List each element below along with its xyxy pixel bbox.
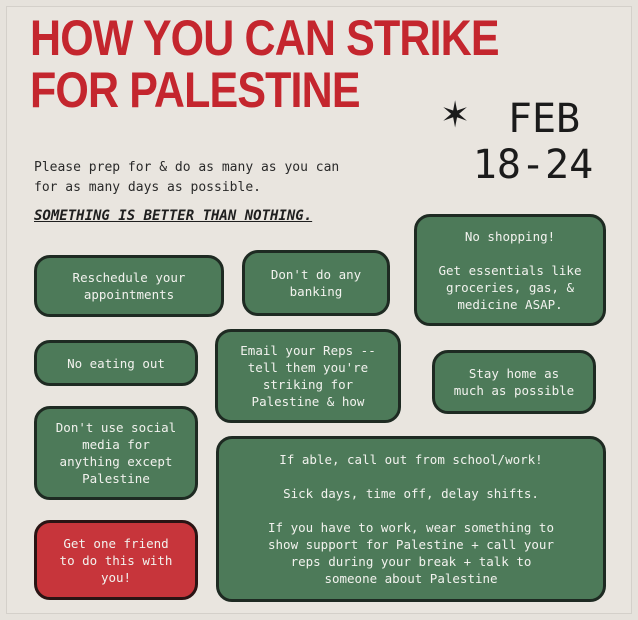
box-text: Don't do any	[270, 267, 362, 282]
box-text: Email your Reps --	[240, 343, 376, 358]
subtitle-line-2: for as many days as possible.	[34, 180, 261, 195]
box-text: Get essentials like	[438, 262, 582, 278]
box-no-eating-out	[34, 340, 198, 386]
box-text: appointments	[83, 287, 175, 302]
box-text: show support for Palestine + call your	[268, 537, 554, 552]
box-call-out	[216, 436, 606, 602]
subtitle-line-1: Please prep for & do as many as you can	[34, 160, 340, 175]
title-line-2: FOR PALESTINE	[30, 62, 360, 118]
box-text: tell them you're	[247, 360, 369, 375]
box-text: media for	[82, 437, 150, 452]
box-text: If able, call out from school/work!	[279, 452, 543, 467]
box-text: If you have to work, wear something to	[268, 520, 554, 535]
box-text: Stay home as	[468, 366, 560, 381]
title-line-1: HOW YOU CAN STRIKE	[30, 10, 499, 66]
box-text: Get one friend	[63, 535, 169, 551]
date-range: 18-24	[472, 142, 594, 188]
box-text: to do this with	[59, 552, 173, 568]
star-icon: ✶	[440, 95, 471, 136]
box-text: Sick days, time off, delay shifts.	[283, 486, 539, 501]
box-text: banking	[289, 284, 343, 299]
box-text: groceries, gas, &	[446, 279, 574, 295]
box-text: striking for	[262, 377, 354, 392]
box-stay-home	[432, 350, 596, 414]
box-reschedule	[34, 255, 224, 317]
box-social-media	[34, 406, 198, 500]
box-banking	[242, 250, 390, 316]
box-one-friend	[34, 520, 198, 600]
box-text: medicine ASAP.	[457, 296, 563, 312]
box-text: Don't use social	[55, 420, 177, 435]
box-text: No eating out	[67, 355, 165, 371]
box-text: reps during your break + talk to	[290, 554, 532, 569]
box-email-reps	[215, 329, 401, 423]
box-text: Palestine	[82, 471, 150, 486]
box-text: you!	[100, 569, 132, 585]
poster-title	[30, 12, 499, 116]
box-text: anything except	[59, 454, 173, 469]
box-text: someone about Palestine	[324, 571, 498, 586]
box-text: Palestine & how	[251, 394, 365, 409]
date-month: FEB	[507, 96, 581, 142]
strike-dates	[458, 96, 608, 188]
subtitle	[34, 158, 394, 198]
box-text: No shopping!	[464, 228, 556, 244]
box-text: much as possible	[453, 383, 575, 398]
box-no-shopping	[414, 214, 606, 326]
slogan: SOMETHING IS BETTER THAN NOTHING.	[34, 208, 313, 224]
box-text: Reschedule your	[72, 270, 186, 285]
